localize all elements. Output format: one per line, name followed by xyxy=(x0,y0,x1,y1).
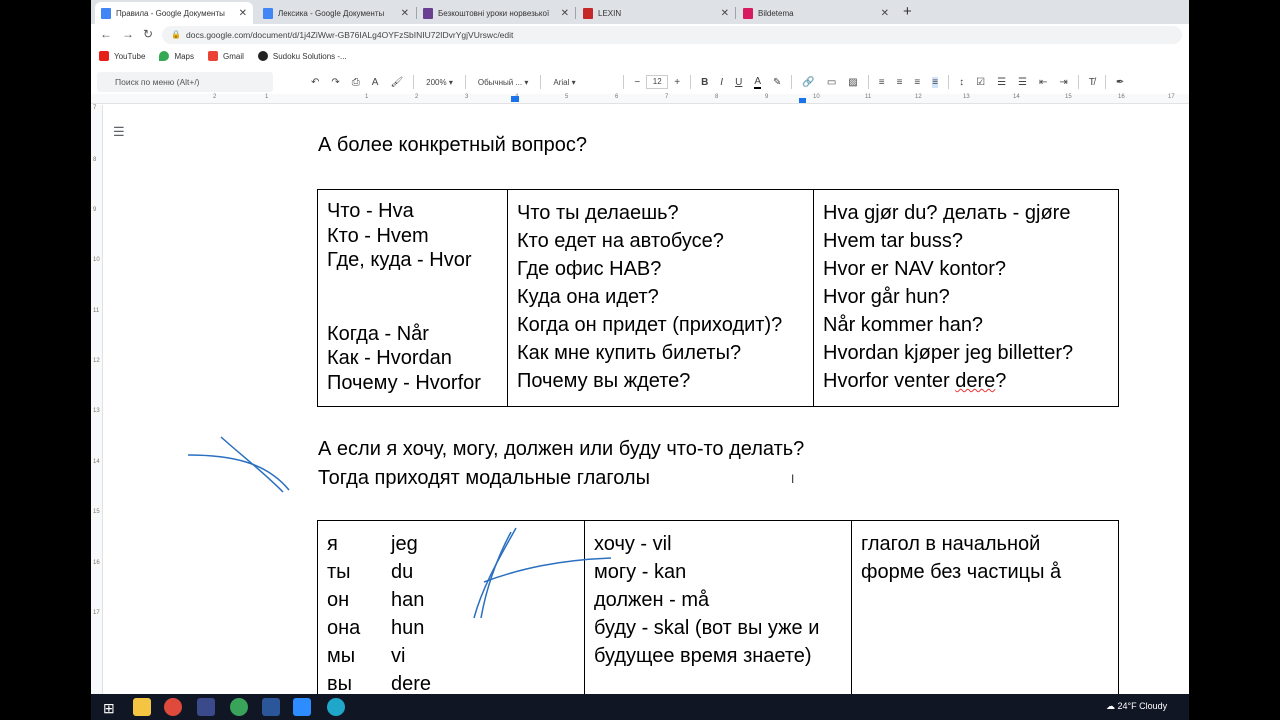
pronoun-row xyxy=(327,614,575,642)
table-line: Что ты делаешь? xyxy=(517,202,679,224)
lexin-icon xyxy=(583,8,593,19)
print-icon[interactable]: ⎙ xyxy=(351,76,360,88)
pronoun-no: jeg xyxy=(391,533,418,555)
maps-icon xyxy=(159,51,169,61)
ruler-tick: 1 xyxy=(265,94,269,100)
ruler-tick: 8 xyxy=(715,94,719,100)
question-words-cell xyxy=(318,190,508,407)
ruler-tick: 15 xyxy=(93,509,100,515)
save-app-icon[interactable] xyxy=(197,698,215,716)
table-line: Hvordan kjøper jeg billetter? xyxy=(823,342,1074,364)
ruler-tick: 14 xyxy=(93,459,100,465)
norwegian-examples-cell xyxy=(814,190,1119,407)
url-text: docs.google.com/document/d/1j4ZiWwr-GB76IALg4OYFzSbINIU72IDvrYgjVUrswc/edit xyxy=(186,30,514,40)
pronoun-row xyxy=(327,670,575,694)
comment-icon[interactable]: ▭ xyxy=(826,76,837,88)
ruler-tick: 5 xyxy=(565,94,569,100)
tab-title: Безкоштовні уроки норвезької xyxy=(438,8,550,18)
modal-verbs-cell xyxy=(585,521,852,695)
ruler-tick: 7 xyxy=(665,94,669,100)
align-justify-icon[interactable]: ≡ xyxy=(932,76,939,88)
table-line: Почему - Hvorfor xyxy=(327,371,481,394)
ruler-tick: 16 xyxy=(1118,94,1125,100)
vertical-ruler[interactable] xyxy=(91,105,103,694)
table-line: буду - skal (вот вы уже и xyxy=(594,617,820,639)
pen-icon[interactable]: ✒ xyxy=(1115,76,1125,88)
increase-font-icon[interactable]: + xyxy=(674,76,681,88)
back-icon[interactable]: ← xyxy=(100,27,112,41)
table-line: Как - Hvordan xyxy=(327,347,452,369)
font-select[interactable]: Arial ▾ xyxy=(553,77,576,87)
indent-marker[interactable] xyxy=(511,96,519,102)
pronoun-ru: мы xyxy=(327,645,356,667)
ruler-tick: 13 xyxy=(93,408,100,414)
pronoun-ru: она xyxy=(327,617,361,639)
pronoun-no: vi xyxy=(391,645,406,667)
forward-icon[interactable]: → xyxy=(122,27,134,41)
tab-bildetema[interactable] xyxy=(737,2,895,24)
docs-toolbar xyxy=(97,71,1187,93)
chrome-profile-icon[interactable] xyxy=(230,698,248,716)
align-right-icon[interactable]: ≡ xyxy=(914,76,921,88)
bookmark-label: Maps xyxy=(174,51,194,61)
close-icon[interactable]: ✕ xyxy=(238,7,247,19)
pronoun-no: hun xyxy=(391,617,425,639)
paint-format-icon[interactable]: 🖌 xyxy=(390,76,404,88)
browser-window xyxy=(91,0,1189,694)
tab-strip xyxy=(91,0,1189,24)
table-line: будущее время знаете) xyxy=(594,645,812,667)
table-line: Кто едет на автобусе? xyxy=(517,230,724,252)
pronoun-row xyxy=(327,586,575,614)
right-indent-marker[interactable] xyxy=(799,98,806,103)
italic-icon[interactable]: I xyxy=(720,76,724,88)
file-explorer-icon[interactable] xyxy=(133,698,151,716)
ruler-tick: 11 xyxy=(865,94,872,100)
text-cursor-icon: I xyxy=(791,472,795,486)
modal-intro-line1: А если я хочу, могу, должен или буду что-то делать? xyxy=(318,438,805,460)
zoom-select[interactable]: 200% ▾ xyxy=(426,77,453,87)
ruler-tick: 12 xyxy=(93,358,100,364)
table-line: Когда - Når xyxy=(327,322,429,345)
ruler-tick: 10 xyxy=(93,257,100,263)
ruler-tick: 11 xyxy=(93,308,100,314)
word-icon[interactable] xyxy=(262,698,280,716)
ruler-tick: 15 xyxy=(1065,94,1072,100)
tab-lexin[interactable] xyxy=(577,2,735,24)
increase-indent-icon[interactable]: ⇥ xyxy=(1059,76,1068,88)
underline-icon[interactable]: U xyxy=(735,76,743,88)
table-line: Hvem tar buss? xyxy=(823,230,964,252)
ruler-tick: 2 xyxy=(415,94,419,100)
align-left-icon[interactable]: ≡ xyxy=(878,76,885,88)
close-icon[interactable]: ✕ xyxy=(400,7,409,19)
line-spacing-icon[interactable]: ↕ xyxy=(959,76,965,88)
close-icon[interactable]: ✕ xyxy=(720,7,729,19)
ruler-tick: 16 xyxy=(93,560,100,566)
bookmark-label: Gmail xyxy=(223,51,244,61)
ruler-tick: 2 xyxy=(213,94,217,100)
table-line: Почему вы ждете? xyxy=(517,370,691,392)
docs-icon xyxy=(101,8,111,19)
table-line: Как мне купить билеты? xyxy=(517,342,742,364)
letterbox-right xyxy=(1189,0,1280,694)
table-line xyxy=(327,273,498,298)
table-line: могу - kan xyxy=(594,561,687,583)
font-value: Arial xyxy=(553,77,570,87)
russian-examples-cell xyxy=(508,190,814,407)
tab-title: Правила - Google Документы xyxy=(116,8,225,18)
gmail-icon xyxy=(208,51,218,61)
menu-search-input[interactable] xyxy=(97,72,273,92)
tab-pravila[interactable] xyxy=(95,2,253,24)
spellcheck-icon[interactable]: A xyxy=(371,76,379,88)
pronoun-ru: я xyxy=(327,533,338,555)
question-heading: А более конкретный вопрос? xyxy=(318,134,588,156)
weather-text: 24°F Cloudy xyxy=(1117,701,1168,711)
table-line: Где, куда - Hvor xyxy=(327,249,472,271)
document-outline-icon[interactable]: ☰ xyxy=(113,124,125,139)
ruler-tick: 13 xyxy=(963,94,970,100)
tab-title: Лексика - Google Документы xyxy=(278,8,385,18)
table-line: Где офис НАВ? xyxy=(517,258,662,280)
ink-stroke-left xyxy=(188,455,289,490)
ruler-tick: 9 xyxy=(765,94,769,100)
table-line: Hvor går hun? xyxy=(823,286,950,308)
url-field[interactable] xyxy=(162,26,1182,44)
redo-icon[interactable]: ↷ xyxy=(331,76,340,88)
ruler-tick: 17 xyxy=(1168,94,1175,100)
modal-intro-line2: Тогда приходят модальные глаголы xyxy=(318,467,650,489)
infinitive-note-cell xyxy=(852,521,1119,695)
ruler-tick: 6 xyxy=(615,94,619,100)
tab-title: LEXIN xyxy=(598,8,622,18)
bildetema-icon xyxy=(743,8,753,19)
clear-format-icon[interactable]: T̸ xyxy=(1088,76,1095,88)
horizontal-ruler[interactable] xyxy=(91,94,1189,104)
table-line: Hvor er NAV kontor? xyxy=(823,258,1007,280)
docs-icon xyxy=(263,8,273,19)
ruler-tick: 8 xyxy=(93,157,97,163)
numbered-list-icon[interactable]: ☰ xyxy=(1018,76,1028,88)
bookmark-sudoku[interactable] xyxy=(258,51,347,61)
bookmark-maps[interactable] xyxy=(159,51,194,61)
table-line: должен - må xyxy=(594,589,710,611)
table-line: форме без частицы å xyxy=(861,561,1062,583)
image-icon[interactable]: ▨ xyxy=(848,76,858,88)
chrome-icon[interactable] xyxy=(164,698,182,716)
bold-icon[interactable]: B xyxy=(701,76,709,88)
pronoun-no: du xyxy=(391,561,414,583)
sudoku-icon xyxy=(258,51,268,61)
font-size-field[interactable]: 12 xyxy=(646,75,668,89)
modal-verbs-table xyxy=(317,520,1119,694)
line-text: ? xyxy=(995,370,1007,392)
windows-taskbar xyxy=(91,694,1189,720)
pronoun-no: han xyxy=(391,589,425,611)
bookmarks-bar xyxy=(91,46,1189,66)
table-line: Hva gjør du? делать - gjøre xyxy=(823,202,1071,224)
pronoun-row xyxy=(327,530,575,558)
align-center-icon[interactable]: ≡ xyxy=(896,76,903,88)
decrease-font-icon[interactable]: − xyxy=(634,76,641,88)
table-line: Куда она идет? xyxy=(517,286,659,308)
line-text: Hvorfor venter xyxy=(823,370,956,392)
pronoun-row xyxy=(327,642,575,670)
text-color-icon[interactable]: A xyxy=(754,75,761,87)
ruler-tick: 14 xyxy=(1013,94,1020,100)
ruler-tick: 9 xyxy=(93,207,97,213)
ink-stroke-left xyxy=(221,437,283,492)
zoom-icon[interactable] xyxy=(293,698,311,716)
table-line xyxy=(823,367,1109,395)
reload-icon[interactable]: ↻ xyxy=(143,27,154,41)
tab-leksika[interactable] xyxy=(257,2,415,24)
bulleted-list-icon[interactable]: ☰ xyxy=(997,76,1007,88)
bookmark-youtube[interactable] xyxy=(99,51,145,61)
lh-icon xyxy=(423,8,433,19)
pronoun-ru: ты xyxy=(327,561,351,583)
pronouns-cell xyxy=(318,521,585,695)
style-value: Обычный ... xyxy=(477,77,523,87)
ruler-tick: 3 xyxy=(465,94,469,100)
edge-icon[interactable] xyxy=(327,698,345,716)
table-line: Что - Hva xyxy=(327,200,414,222)
misspelled-word[interactable]: dere xyxy=(955,370,996,392)
link-icon[interactable]: 🔗 xyxy=(802,76,815,88)
highlight-icon[interactable]: ✎ xyxy=(772,76,782,88)
table-line xyxy=(327,297,498,322)
style-select[interactable]: Обычный ... ▾ xyxy=(477,77,529,87)
table-line: хочу - vil xyxy=(594,533,672,555)
ruler-tick: 12 xyxy=(915,94,922,100)
ruler-tick: 1 xyxy=(365,94,369,100)
table-line: глагол в начальной xyxy=(861,533,1041,555)
bookmark-label: Sudoku Solutions -... xyxy=(272,51,347,61)
table-line: Когда он придет (приходит)? xyxy=(517,314,783,336)
ruler-tick: 7 xyxy=(93,105,97,111)
question-words-table xyxy=(317,189,1119,407)
close-icon[interactable]: ✕ xyxy=(560,7,569,19)
checklist-icon[interactable]: ☑ xyxy=(976,76,986,88)
table-line: Кто - Hvem xyxy=(327,224,429,247)
undo-icon[interactable]: ↶ xyxy=(311,76,320,88)
address-bar-row xyxy=(91,24,1189,46)
pronoun-row xyxy=(327,558,575,586)
decrease-indent-icon[interactable]: ⇤ xyxy=(1039,76,1048,88)
windows-start-icon[interactable]: ⊞ xyxy=(103,700,115,716)
table-line: Når kommer han? xyxy=(823,314,984,336)
tab-uroki[interactable] xyxy=(417,2,575,24)
pronoun-no: dere xyxy=(391,673,432,694)
close-icon[interactable]: ✕ xyxy=(880,7,889,19)
bookmark-gmail[interactable] xyxy=(208,51,244,61)
lock-icon: 🔒 xyxy=(171,30,181,39)
bookmark-label: YouTube xyxy=(114,51,146,61)
zoom-value: 200% xyxy=(426,77,447,87)
ruler-tick: 10 xyxy=(813,94,820,100)
ruler-tick: 17 xyxy=(93,610,100,616)
pronoun-ru: вы xyxy=(327,673,352,694)
tab-title: Bildetema xyxy=(758,8,794,18)
new-tab-button[interactable]: + xyxy=(903,3,912,20)
menu-search-placeholder: Поиск по меню (Alt+/) xyxy=(115,77,200,87)
youtube-icon xyxy=(99,51,109,61)
pronoun-ru: он xyxy=(327,589,350,611)
weather-widget[interactable]: ☁ 24°F Cloudy xyxy=(1106,701,1168,711)
